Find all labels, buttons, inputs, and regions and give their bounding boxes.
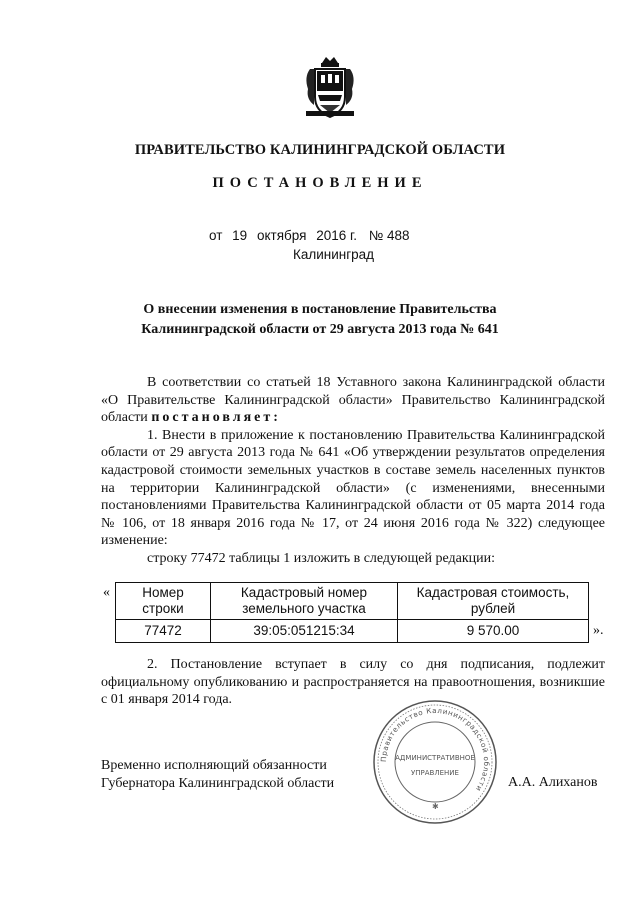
table-header-row xyxy=(116,583,589,620)
seal-outer-text: Правительство Калининградской области xyxy=(378,705,492,794)
preamble-paragraph xyxy=(101,374,605,427)
cadastre-table xyxy=(115,582,589,643)
document-number: № 488 xyxy=(368,228,410,243)
table-row xyxy=(116,620,589,643)
signer-name: А.А. Алиханов xyxy=(508,775,598,790)
signer-position-line-1: Временно исполняющий обязанности xyxy=(101,758,327,773)
clause-1-paragraph: 1. Внести в приложение к постановлению Правительства Калининградской области от 29 августа 2013 года № 641 «Об утверждении результатов определения кадастровой стоимости земельных участков в составе земель населенных пунктов на территории Калининградской области» (с изменениями, внесенными постановлениями Правительства Калининградской области от 05 марта 2014 года № 106, от 18 января 2016 года № 17, от 24 июня 2016 года № 322) следующее изменение: xyxy=(101,427,605,549)
table-open-quote: « xyxy=(103,585,110,600)
preamble-keyword: постановляет: xyxy=(151,410,281,426)
subject-line-2: Калининградской области от 29 августа 2013 года № 641 xyxy=(141,322,499,337)
official-seal-stamp xyxy=(370,697,500,827)
main-body xyxy=(101,374,605,568)
date-month: октября xyxy=(256,228,307,243)
date-year: 2016 г. xyxy=(316,228,358,243)
signer-position-line-2: Губернатора Калининградской области xyxy=(101,776,335,791)
date-prefix: от xyxy=(209,228,223,243)
seal-inner-line-1: АДМИНИСТРАТИВНОЕ xyxy=(395,754,475,762)
document-type: ПОСТАНОВЛЕНИЕ xyxy=(212,175,428,191)
column-header-cadastral-value: Кадастровая стоимость, рублей xyxy=(398,583,589,620)
cell-cadastral-value: 9 570.00 xyxy=(398,620,589,643)
svg-text:Правительство Калининградской xyxy=(379,706,491,793)
date-day: 19 xyxy=(232,228,248,243)
cell-cadastral-number: 39:05:051215:34 xyxy=(211,620,398,643)
svg-text:✱: ✱ xyxy=(432,802,439,811)
seal-inner-line-2: УПРАВЛЕНИЕ xyxy=(411,769,459,777)
clause-2-paragraph: 2. Постановление вступает в силу со дня подписания, подлежит официальному опубликованию и распространяется на правоотношения, возникшие с 01 января 2014 года. xyxy=(101,657,605,708)
clause-2-block xyxy=(101,656,605,709)
column-header-row-number: Номер строки xyxy=(116,583,211,620)
signer-position xyxy=(101,757,334,793)
subject-line-1: О внесении изменения в постановление Правительства xyxy=(143,302,497,317)
cell-row-number: 77472 xyxy=(116,620,211,643)
clause-1-instruction: строку 77472 таблицы 1 изложить в следующей редакции: xyxy=(147,550,496,566)
document-subject xyxy=(0,300,640,340)
column-header-cadastral-number: Кадастровый номер земельного участка xyxy=(211,583,398,620)
table-close-quote: ». xyxy=(593,623,604,638)
document-date-line xyxy=(209,228,410,243)
document-city: Калининград xyxy=(293,247,375,262)
coat-of-arms-icon xyxy=(300,55,360,119)
government-title: ПРАВИТЕЛЬСТВО КАЛИНИНГРАДСКОЙ ОБЛАСТИ xyxy=(134,142,506,158)
preamble-text: В соответствии со статьей 18 Уставного закона Калининградской области «О Правительстве Калининградской области» Правительство Калининградской области xyxy=(101,375,605,426)
